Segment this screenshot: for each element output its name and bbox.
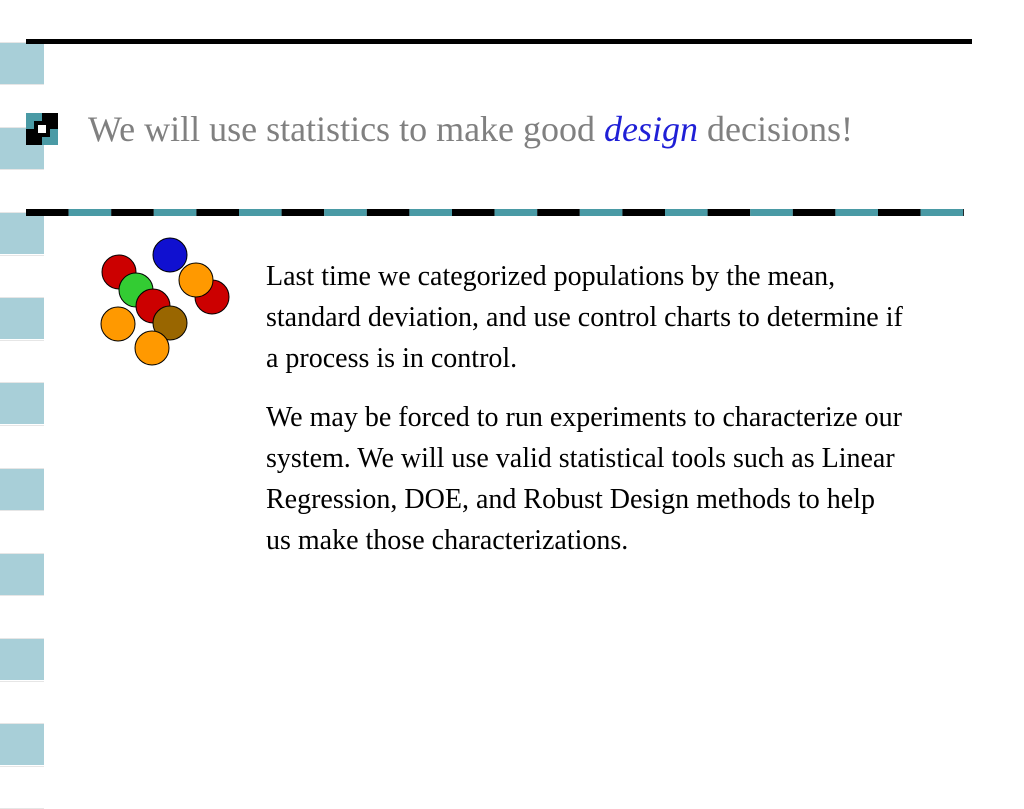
- divider-segment: [282, 209, 325, 216]
- divider-segment: [708, 209, 751, 216]
- stripe-block: [0, 724, 44, 765]
- divider-segment: [495, 209, 538, 216]
- stripe-block: [0, 596, 44, 637]
- divider-segment: [111, 209, 154, 216]
- stripe-block: [0, 426, 44, 467]
- title-emphasis: design: [604, 109, 699, 149]
- divider-segment: [835, 209, 878, 216]
- checkered-square-bullet-icon: [26, 113, 58, 145]
- divider-segment: [196, 209, 239, 216]
- stripe-block: [0, 170, 44, 211]
- stripe-block: [0, 469, 44, 510]
- stripe-block: [0, 639, 44, 680]
- stripe-block: [0, 43, 44, 84]
- divider-segment: [452, 209, 495, 216]
- ball-icon: [153, 238, 187, 272]
- slide-title: [88, 108, 853, 150]
- divider-segment: [665, 209, 708, 216]
- title-text-end: decisions!: [698, 109, 853, 149]
- divider-segment: [324, 209, 367, 216]
- stripe-block: [0, 511, 44, 552]
- stripe-block: [0, 682, 44, 723]
- ball-icon: [179, 263, 213, 297]
- divider-segment: [750, 209, 793, 216]
- divider-segment: [537, 209, 580, 216]
- divider-segment: [622, 209, 665, 216]
- divider-segment: [580, 209, 623, 216]
- divider-segment: [878, 209, 921, 216]
- body-text: [266, 256, 906, 561]
- paragraph-1: Last time we categorized populations by the mean, standard deviation, and use control charts to determine if a process is in control.: [266, 261, 903, 374]
- title-text-start: We will use statistics to make good: [88, 109, 605, 149]
- divider-segment: [69, 209, 112, 216]
- divider-segment: [963, 209, 964, 216]
- divider-segment: [793, 209, 836, 216]
- divider-segment: [921, 209, 964, 216]
- divider-segment: [367, 209, 410, 216]
- stripe-block: [0, 383, 44, 424]
- divider-segment: [409, 209, 452, 216]
- top-rule: [26, 39, 972, 44]
- divider-segment: [26, 209, 69, 216]
- stripe-block: [0, 256, 44, 297]
- divider-segment: [154, 209, 197, 216]
- colored-balls-illustration: [96, 234, 236, 370]
- stripe-block: [0, 298, 44, 339]
- dashed-divider: [26, 209, 964, 216]
- stripe-block: [0, 554, 44, 595]
- paragraph-2: We may be forced to run experiments to characterize our system. We will use valid statistical tools such as Linear Regression, DOE, and Robust Design methods to help us make those characterizations.: [266, 402, 903, 556]
- stripe-block: [0, 767, 44, 808]
- stripe-block: [0, 341, 44, 382]
- ball-icon: [135, 331, 169, 365]
- divider-segment: [239, 209, 282, 216]
- stripe-block: [0, 213, 44, 254]
- ball-icon: [101, 307, 135, 341]
- stripe-block: [0, 0, 44, 41]
